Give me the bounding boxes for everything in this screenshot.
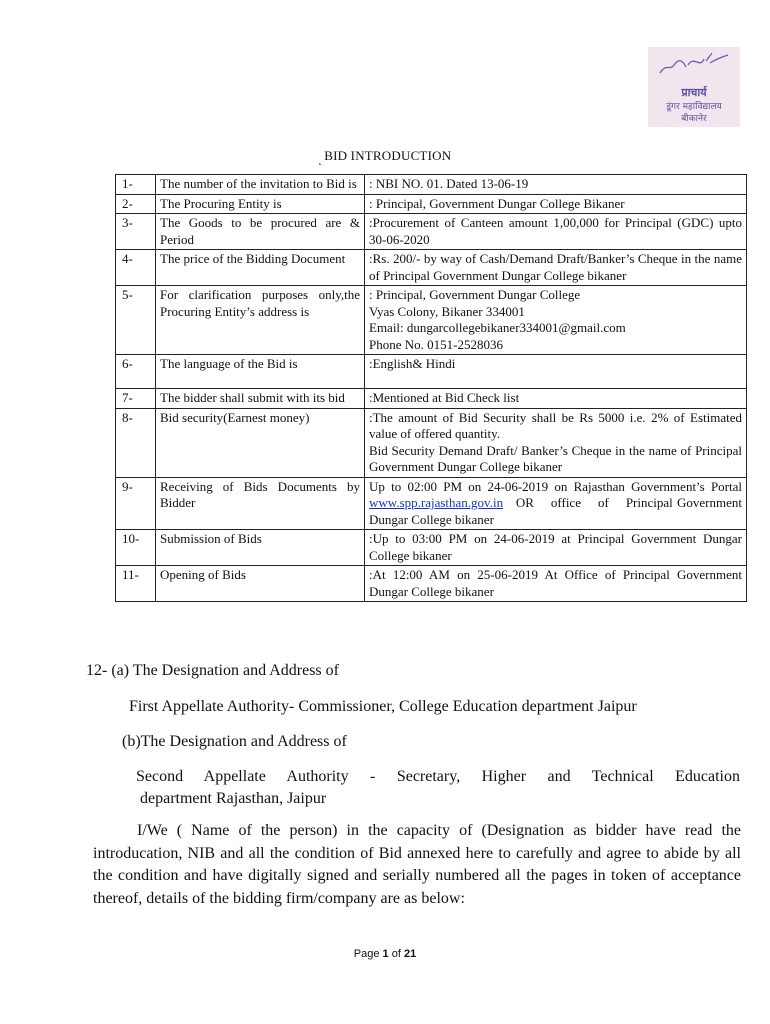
row-label: The Goods to be procured are & Period bbox=[156, 214, 365, 250]
row-number: 7- bbox=[116, 389, 156, 409]
receiving-text-tail: OR office of Principal Government Dungar College bikaner bbox=[369, 495, 746, 527]
declaration-text: I/We ( Name of the person) in the capacity of (Designation as bidder have read the introducation, NIB and all the condition of Bid annexed here to carefully and agree to abide by all the condition and have digitally signed and serially numbered all the pages in token of acceptance thereof, details of the bidding firm/company are as below: bbox=[93, 822, 741, 907]
phone-line: Phone No. 0151-2528036 bbox=[369, 336, 503, 352]
table-row bbox=[116, 286, 747, 355]
email-line: Email: dungarcollegebikaner334001@gmail.com bbox=[369, 320, 626, 335]
row-number: 2- bbox=[116, 194, 156, 214]
row-label: The Procuring Entity is bbox=[156, 194, 365, 214]
bid-security-amount: :The amount of Bid Security shall be Rs 5000 i.e. 2% of Estimated value of offered quantity. bbox=[369, 409, 742, 441]
table-row bbox=[116, 477, 747, 530]
row-label: Submission of Bids bbox=[156, 530, 365, 566]
stamp-line-2: डूंगर महाविद्यालय bbox=[666, 102, 722, 112]
row-value: : Principal, Government Dungar College Bikaner bbox=[365, 194, 747, 214]
row-number: 1- bbox=[116, 175, 156, 195]
row-value bbox=[365, 286, 747, 355]
title-text: BID INTRODUCTION bbox=[324, 148, 452, 163]
page-title bbox=[0, 148, 770, 164]
second-authority-line-2: department Rajasthan, Jaipur bbox=[140, 790, 327, 807]
row-number: 5- bbox=[116, 286, 156, 355]
row-number: 6- bbox=[116, 355, 156, 389]
row-value: : NBI NO. 01. Dated 13-06-19 bbox=[365, 175, 747, 195]
table-row bbox=[116, 355, 747, 389]
bid-table bbox=[115, 174, 747, 602]
row-number: 3- bbox=[116, 214, 156, 250]
second-appellate-authority bbox=[136, 766, 740, 810]
row-label: The price of the Bidding Document bbox=[156, 250, 365, 286]
row-label: The number of the invitation to Bid is bbox=[156, 175, 365, 195]
title-mark: ˛ bbox=[318, 155, 323, 166]
receiving-text: Up to 02:00 PM on 24-06-2019 on Rajasthan Government’s Portal bbox=[369, 478, 742, 494]
row-label: Receiving of Bids Documents by Bidder bbox=[156, 477, 365, 530]
row-value: :Procurement of Canteen amount 1,00,000 for Principal (GDC) upto 30-06-2020 bbox=[365, 214, 747, 250]
row-label: The language of the Bid is bbox=[156, 355, 365, 389]
declaration-paragraph bbox=[93, 820, 741, 910]
row-value: :Mentioned at Bid Check list bbox=[365, 389, 747, 409]
signature-icon bbox=[656, 49, 732, 79]
row-number: 4- bbox=[116, 250, 156, 286]
section-12-heading: 12- (a) The Designation and Address of bbox=[86, 662, 339, 679]
address-line: Vyas Colony, Bikaner 334001 bbox=[369, 303, 525, 319]
row-label: Opening of Bids bbox=[156, 566, 365, 602]
table-row bbox=[116, 530, 747, 566]
page-total: 21 bbox=[403, 948, 417, 960]
row-number: 11- bbox=[116, 566, 156, 602]
row-label: For clarification purposes only,the Procuring Entity’s address is bbox=[156, 286, 365, 355]
stamp-line-1: प्राचार्य bbox=[681, 86, 707, 99]
row-number: 10- bbox=[116, 530, 156, 566]
page-number: 1 bbox=[382, 948, 389, 960]
row-value: :English& Hindi bbox=[365, 355, 747, 389]
address-line: : Principal, Government Dungar College bbox=[369, 287, 581, 302]
row-label: Bid security(Earnest money) bbox=[156, 408, 365, 477]
of-word: of bbox=[391, 948, 401, 960]
table-row bbox=[116, 566, 747, 602]
row-number: 8- bbox=[116, 408, 156, 477]
portal-link[interactable]: www.spp.rajasthan.gov.in bbox=[369, 495, 504, 510]
table-row bbox=[116, 214, 747, 250]
page-footer bbox=[0, 948, 770, 960]
row-number: 9- bbox=[116, 477, 156, 530]
first-appellate-authority: First Appellate Authority- Commissioner, College Education department Jaipur bbox=[129, 698, 637, 715]
page-word: Page bbox=[353, 948, 380, 960]
stamp-line-3: बीकानेर bbox=[681, 114, 707, 124]
principal-stamp bbox=[648, 47, 740, 127]
row-value: :At 12:00 AM on 25-06-2019 At Office of Principal Government Dungar College bikaner bbox=[365, 566, 747, 602]
table-row bbox=[116, 408, 747, 477]
table-row bbox=[116, 194, 747, 214]
row-label: The bidder shall submit with its bid bbox=[156, 389, 365, 409]
table-row bbox=[116, 389, 747, 409]
row-value bbox=[365, 408, 747, 477]
second-authority-line-1: Second Appellate Authority - Secretary, Higher and Technical Education bbox=[136, 768, 740, 785]
row-value bbox=[365, 477, 747, 530]
table-row bbox=[116, 175, 747, 195]
row-value: :Rs. 200/- by way of Cash/Demand Draft/Banker’s Cheque in the name of Principal Government Dungar College bikaner bbox=[365, 250, 747, 286]
bid-security-mode: Bid Security Demand Draft/ Banker’s Cheque in the name of Principal Government Dungar College bikaner bbox=[369, 442, 742, 474]
section-12b-heading: (b)The Designation and Address of bbox=[122, 733, 347, 750]
table-row bbox=[116, 250, 747, 286]
row-value: :Up to 03:00 PM on 24-06-2019 at Principal Government Dungar College bikaner bbox=[365, 530, 747, 566]
